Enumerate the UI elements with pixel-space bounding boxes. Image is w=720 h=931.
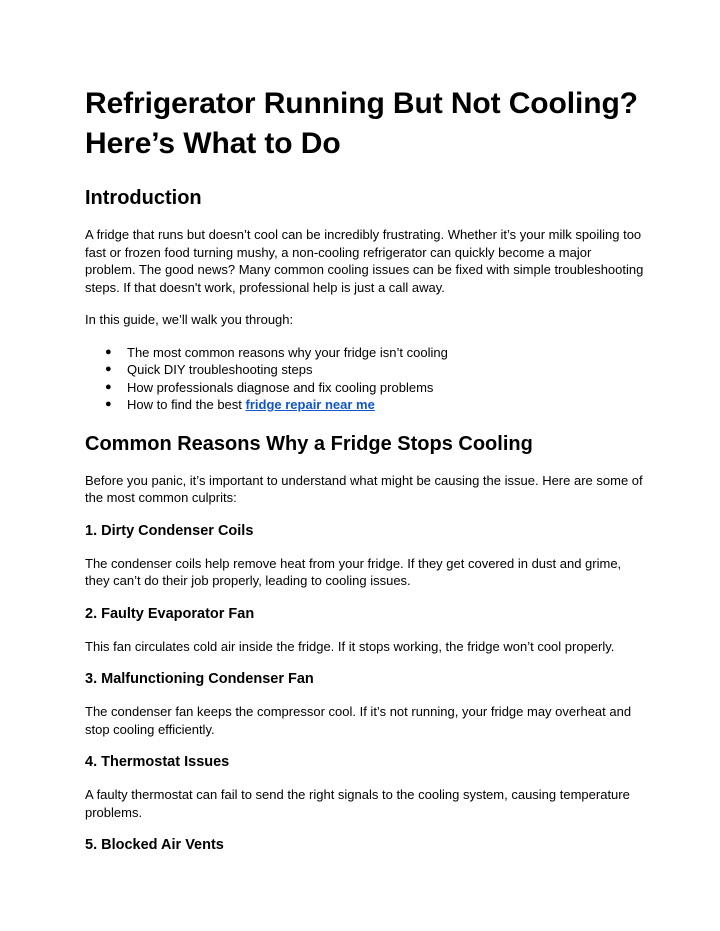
- bullet-icon: ●: [105, 398, 112, 410]
- reason-text: A faulty thermostat can fail to send the right signals to the cooling system, causing temperature problems.: [85, 787, 630, 820]
- reasons-intro: Before you panic, it’s important to understand what might be causing the issue. Here are some of the most common culprits:: [85, 472, 643, 505]
- list-item: [105, 344, 645, 362]
- list-item-text: How professionals diagnose and fix cooling problems: [127, 379, 434, 395]
- reason-text: The condenser coils help remove heat from your fridge. If they get covered in dust and grime, they can’t do their job properly, leading to cooling issues.: [85, 555, 622, 588]
- list-item-text: The most common reasons why your fridge isn’t cooling: [127, 344, 448, 360]
- reason-text: The condenser fan keeps the compressor cool. If it’s not running, your fridge may overheat and stop cooling efficiently.: [85, 704, 632, 737]
- bullet-icon: ●: [105, 380, 112, 393]
- intro-heading: Introduction: [85, 187, 202, 209]
- reason-heading: 3. Malfunctioning Condenser Fan: [85, 671, 314, 687]
- reason-heading: 1. Dirty Condenser Coils: [85, 522, 254, 539]
- guide-lead: In this guide, we’ll walk you through:: [85, 312, 294, 327]
- list-item: [105, 361, 645, 379]
- reason-heading: 5. Blocked Air Vents: [85, 837, 224, 853]
- intro-paragraph: A fridge that runs but doesn’t cool can be incredibly frustrating. Whether it’s your milk spoiling too fast or frozen food turning mushy, a non-cooling refrigerator can quickly become a major problem. The good news? Many common cooling issues can be fixed with simple troubleshooting steps. If that doesn't work, professional help is just a call away.: [85, 227, 644, 295]
- list-item-text: Quick DIY troubleshooting steps: [127, 362, 313, 377]
- reason-heading: 2. Faulty Evaporator Fan: [85, 605, 255, 622]
- bullet-icon: ●: [105, 363, 112, 375]
- reasons-heading: Common Reasons Why a Fridge Stops Cooling: [85, 432, 533, 455]
- reason-text: This fan circulates cold air inside the fridge. If it stops working, the fridge won’t cool properly.: [85, 638, 615, 654]
- reason-heading: 4. Thermostat Issues: [85, 754, 230, 770]
- bullet-icon: ●: [105, 345, 112, 358]
- document-content: [85, 84, 645, 869]
- document-title: Refrigerator Running But Not Cooling? Here’s What to Do: [85, 87, 638, 160]
- list-item: [105, 396, 645, 414]
- fridge-repair-link[interactable]: fridge repair near me: [245, 397, 375, 412]
- list-item-text: How to find the best: [127, 397, 246, 412]
- guide-list: [85, 344, 645, 414]
- list-item: [105, 379, 645, 397]
